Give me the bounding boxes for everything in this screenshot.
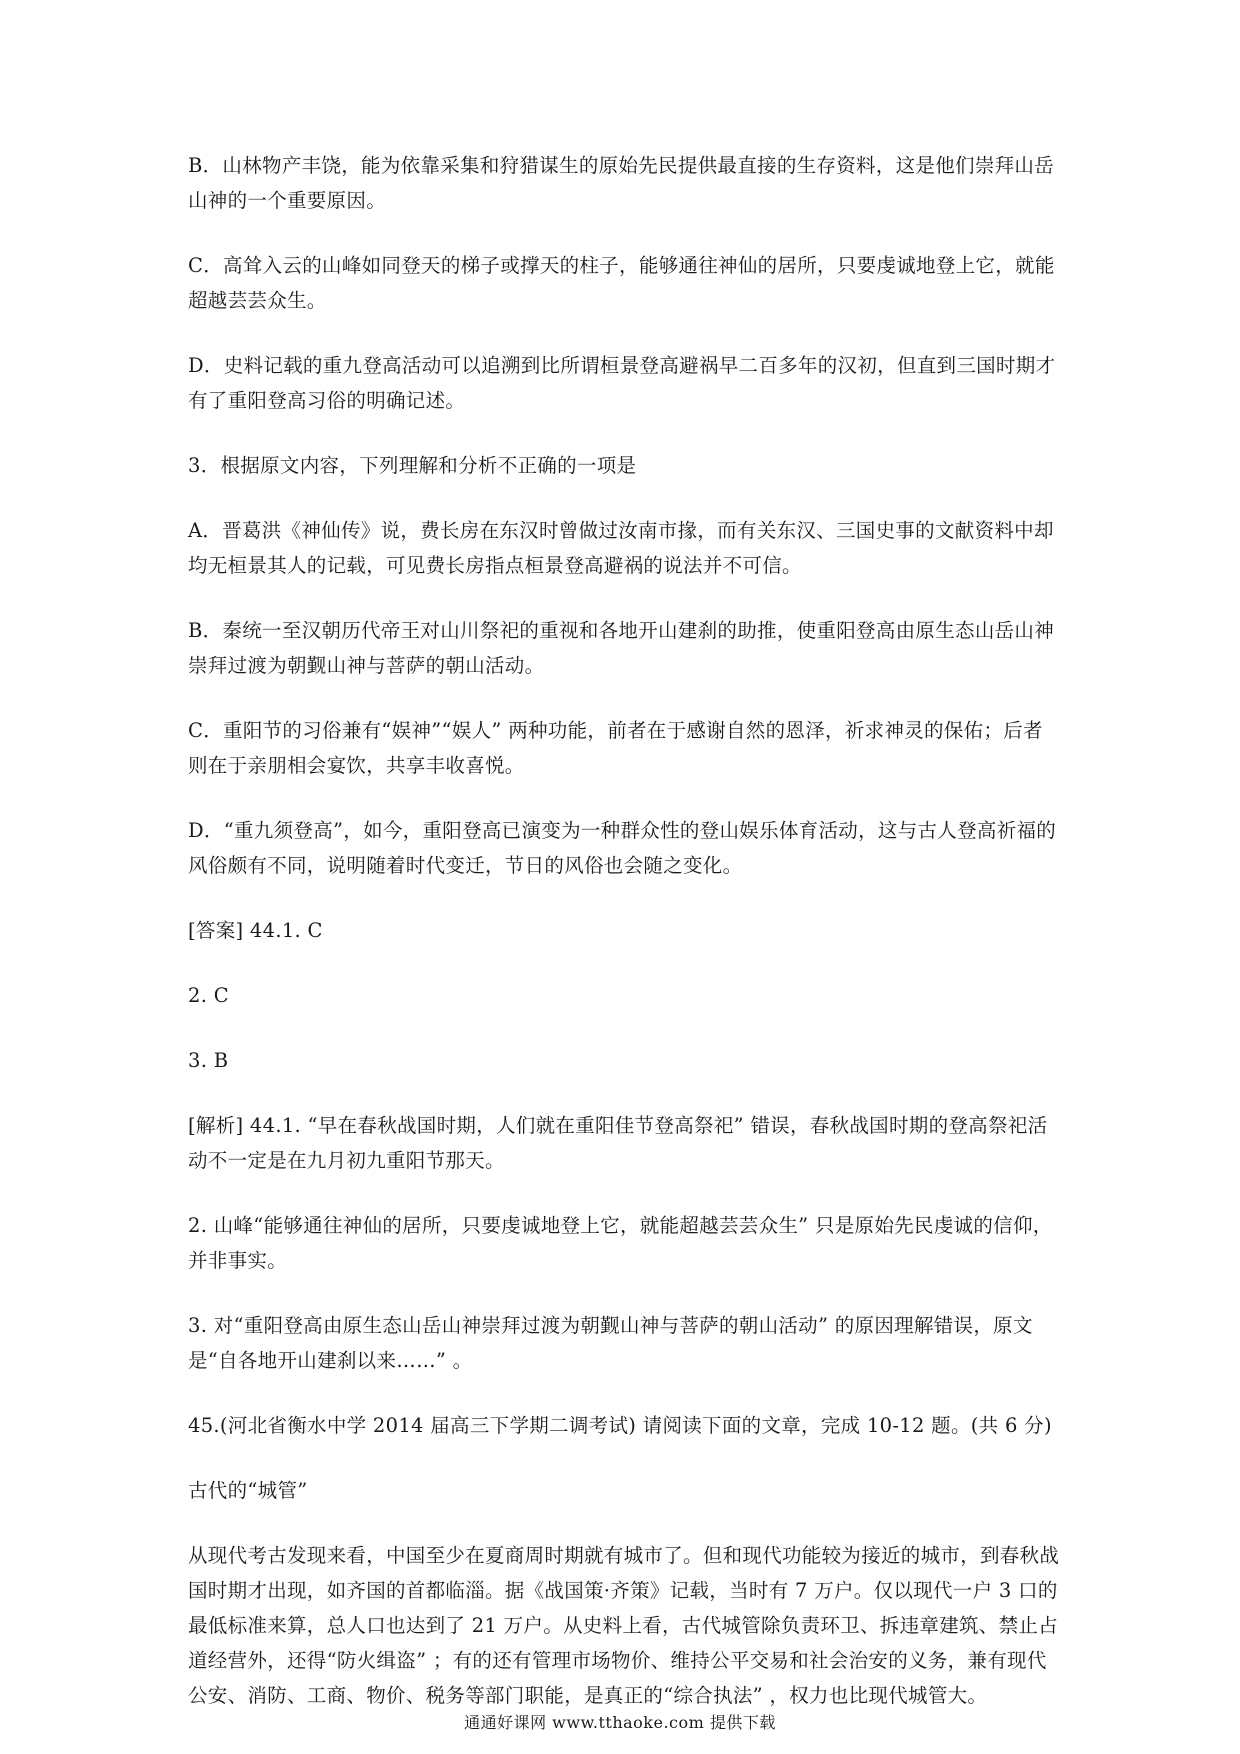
option-d-paragraph: D．史料记载的重九登高活动可以追溯到比所谓桓景登高避祸早二百多年的汉初，但直到三国时期才有了重阳登高习俗的明确记述。 <box>188 354 1056 412</box>
q3-option-d: D．“重九须登高”，如今，重阳登高已演变为一种群众性的登山娱乐体育活动，这与古人登高祈福的风俗颇有不同，说明随着时代变迁，节日的风俗也会随之变化。 <box>188 819 1057 877</box>
analysis-1: [解析] 44.1. “早在春秋战国时期，人们就在重阳佳节登高祭祀” 错误，春秋战国时期的登高祭祀活动不一定是在九月初九重阳节那天。 <box>188 1114 1048 1172</box>
q3-option-c: C．重阳节的习俗兼有“娱神”“娱人” 两种功能，前者在于感谢自然的恩泽，祈求神灵的保佑；后者则在于亲朋相会宴饮，共享丰收喜悦。 <box>188 719 1043 777</box>
option-b-paragraph: B．山林物产丰饶，能为依靠采集和狩猎谋生的原始先民提供最直接的生存资料，这是他们崇拜山岳山神的一个重要原因。 <box>188 154 1055 212</box>
q3-option-b: B．秦统一至汉朝历代帝王对山川祭祀的重视和各地开山建刹的助推，使重阳登高由原生态山岳山神崇拜过渡为朝觐山神与菩萨的朝山活动。 <box>188 619 1055 677</box>
answer-line-1: [答案] 44.1. C <box>188 919 323 942</box>
analysis-2: 2. 山峰“能够通往神仙的居所，只要虔诚地登上它，就能超越芸芸众生” 只是原始先民虔诚的信仰，并非事实。 <box>188 1214 1053 1272</box>
article-paragraph-1: 从现代考古发现来看，中国至少在夏商周时期就有城市了。但和现代功能较为接近的城市，到春秋战国时期才出现，如齐国的首都临淄。据《战国策·齐策》记载，当时有 7 万户。仅以现代一户 3 口的最低标准来算，总人口也达到了 21 万户。从史料上看，古代城管除负责环卫、拆违章建筑、禁止占道经营外，还得“防火缉盗” ；有的还有管理市场物价、维持公平交易和社会治安的义务，兼有现代公安、消防、工商、物价、税务等部门职能，是真正的“综合执法” ，权力也比现代城管大。 <box>188 1544 1060 1707</box>
page-footer: 通通好课网 www.tthaoke.com 提供下载 <box>464 1713 776 1732</box>
answer-line-3: 3. B <box>188 1049 229 1072</box>
question-3-stem: 3．根据原文内容，下列理解和分析不正确的一项是 <box>188 454 637 477</box>
article-title: 古代的“城管” <box>188 1479 308 1502</box>
question-45-intro: 45.(河北省衡水中学 2014 届高三下学期二调考试) 请阅读下面的文章，完成 10-12 题。(共 6 分) <box>188 1414 1052 1437</box>
document-body <box>188 148 1060 1743</box>
answer-line-2: 2. C <box>188 984 229 1007</box>
option-c-paragraph: C．高耸入云的山峰如同登天的梯子或撑天的柱子，能够通往神仙的居所，只要虔诚地登上它，就能超越芸芸众生。 <box>188 254 1055 312</box>
q3-option-a: A．晋葛洪《神仙传》说，费长房在东汉时曾做过汝南市掾，而有关东汉、三国史事的文献资料中却均无桓景其人的记载，可见费长房指点桓景登高避祸的说法并不可信。 <box>188 519 1054 577</box>
analysis-3: 3. 对“重阳登高由原生态山岳山神崇拜过渡为朝觐山神与菩萨的朝山活动” 的原因理解错误，原文是“自各地开山建刹以来……” 。 <box>188 1314 1033 1372</box>
